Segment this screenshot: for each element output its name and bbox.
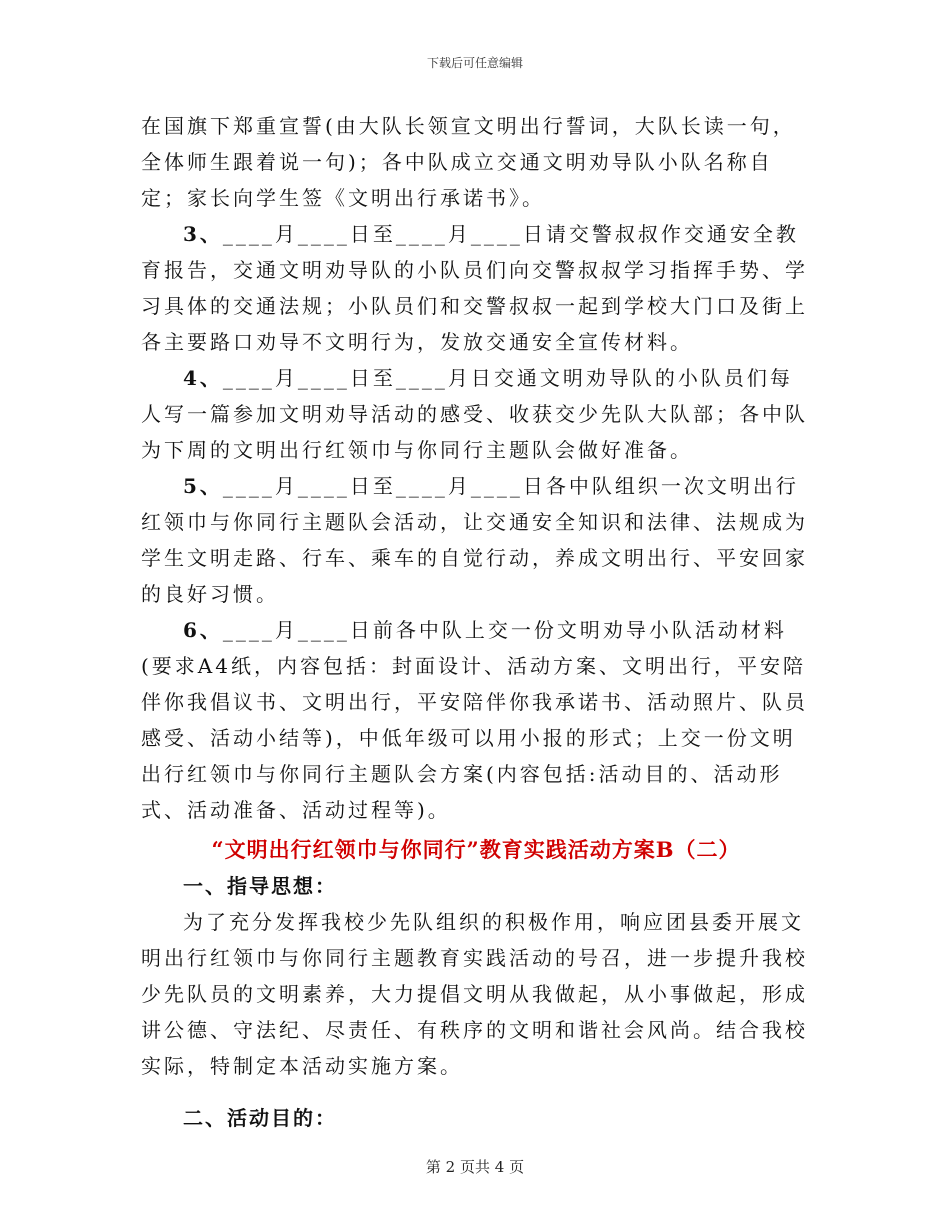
item-number: 5、 (183, 474, 223, 498)
heading-guiding-ideology: 一、指导思想： (183, 874, 337, 898)
section-title: “文明出行红领巾与你同行”教育实践活动方案B（二） (211, 837, 741, 862)
item-number: 6、 (183, 618, 223, 642)
paragraph-item-5 (141, 468, 811, 612)
item-number: 3、 (183, 222, 223, 246)
item-text: ____月____日至____月____日请交警叔叔作交通安全教育报告，交通文明劝导队的小队员们向交警叔叔学习指挥手势、学习具体的交通法规；小队员们和交警叔叔一起到学校大门口及街上各主要路口劝导不文明行为，发放交通安全宣传材料。 (141, 222, 808, 354)
paragraph-item-4 (141, 360, 811, 468)
paragraph-pledge: 在国旗下郑重宣誓(由大队长领宣文明出行誓词，大队长读一句，全体师生跟着说一句)；各中队成立交通文明劝导队小队名称自定；家长向学生签《文明出行承诺书》。 (141, 114, 796, 210)
item-text: ____月____日至____月____日各中队组织一次文明出行红领巾与你同行主题队会活动，让交通安全知识和法律、法规成为学生文明走路、行车、乘车的自觉行动，养成文明出行、平安回家的良好习惯。 (141, 474, 808, 606)
paragraph-item-3 (141, 216, 811, 360)
heading-activity-purpose: 二、活动目的： (183, 1106, 337, 1130)
paragraph-item-6 (141, 612, 811, 828)
document-body (141, 108, 811, 1136)
item-number: 4、 (183, 366, 223, 390)
item-text: ____月____日至____月日交通文明劝导队的小队员们每人写一篇参加文明劝导活动的感受、收获交少先队大队部；各中队为下周的文明出行红领巾与你同行主题队会做好准备。 (141, 366, 808, 462)
item-text: ____月____日前各中队上交一份文明劝导小队活动材料(要求A4纸，内容包括：封面设计、活动方案、文明出行，平安陪伴你我倡议书、文明出行，平安陪伴你我承诺书、活动照片、队员感受、活动小结等)，中低年级可以用小报的形式；上交一份文明出行红领巾与你同行主题队会方案(内容包括:活动目的、活动形式、活动准备、活动过程等)。 (141, 618, 808, 822)
page-footer: 第 2 页共 4 页 (425, 1158, 525, 1176)
paragraph-guiding-ideology: 为了充分发挥我校少先队组织的积极作用，响应团县委开展文明出行红领巾与你同行主题教育实践活动的号召，进一步提升我校少先队员的文明素养，大力提倡文明从我做起，从小事做起，形成讲公德、守法纪、尽责任、有秩序的文明和谐社会风尚。结合我校实际，特制定本活动实施方案。 (141, 910, 808, 1078)
page-header: 下载后可任意编辑 (426, 56, 523, 70)
